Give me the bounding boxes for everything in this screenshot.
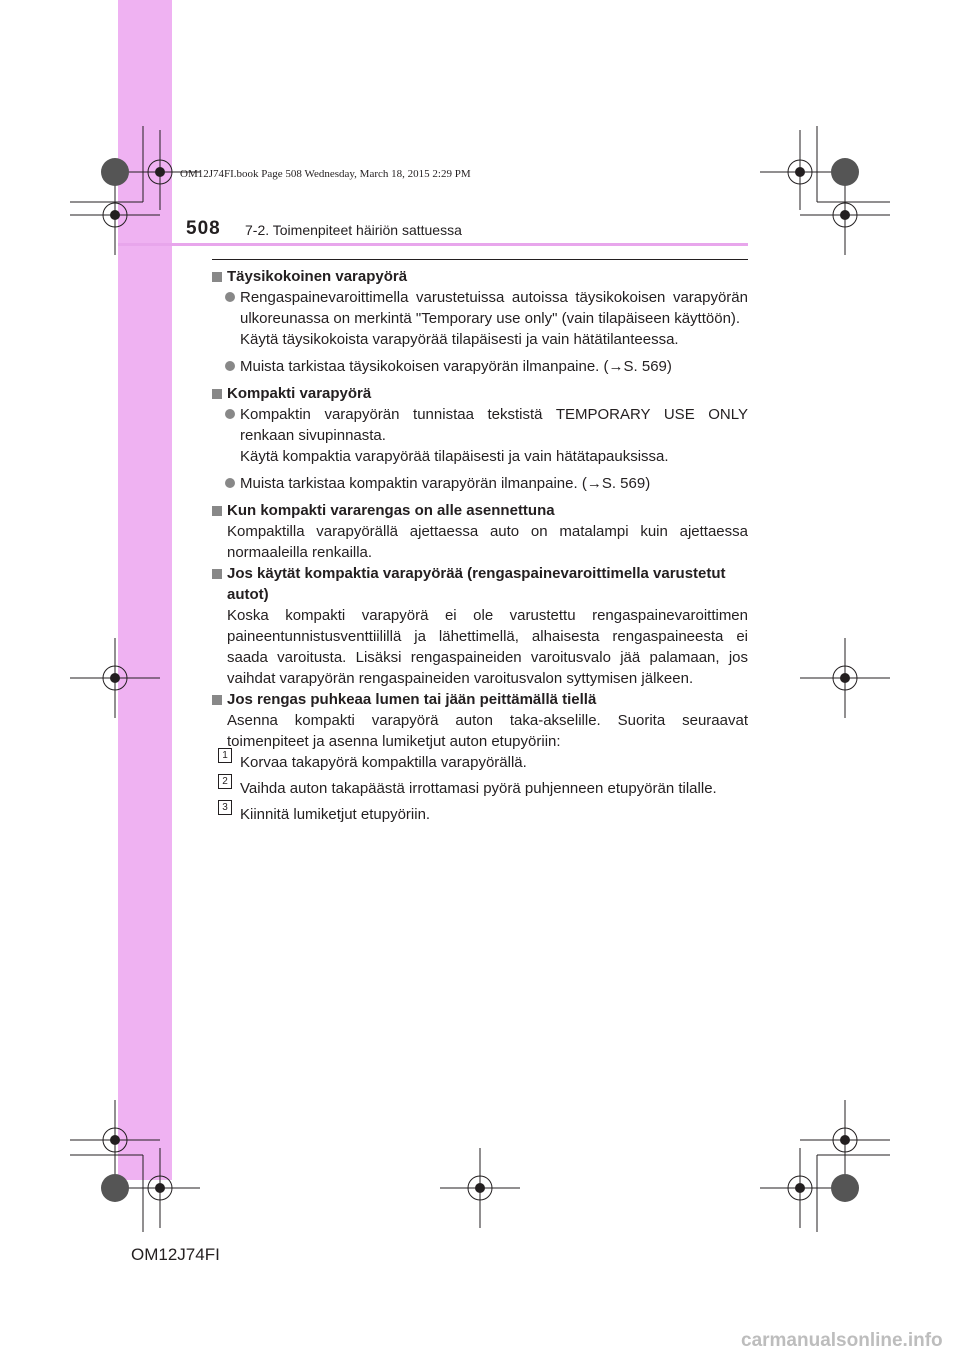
- bullet-item: Rengaspainevaroittimella varustetuissa autoissa täysikokoisen varapyörän ulkoreunassa on merkintä "Temporary use only" (vain tilapäiseen käyttöön). Käytä täysikokoista varapyörää tilapäisesti ja vain hätätilanteessa.: [212, 287, 748, 350]
- paragraph: Koska kompakti varapyörä ei ole varustettu rengaspainevaroittimen paineentunnistusventtiilillä ja lähettimellä, alhaisesta rengaspaineesta ei saada varoitusta. Lisäksi rengaspaineiden varoitusvalo jää palamaan, jos vaihdat varapyörän rengaspaineiden varoitusvalon syttymisen jälkeen.: [227, 607, 748, 687]
- content-body: [212, 266, 748, 830]
- step-item: 1 Korvaa takapyörä kompaktilla varapyörällä.: [212, 752, 748, 773]
- page-number: 508: [186, 218, 221, 239]
- heading-snow-flat: Jos rengas puhkeaa lumen tai jään peittämällä tiellä: [212, 689, 748, 710]
- paragraph: Asenna kompakti varapyörä auton taka-akselille. Suorita seuraavat toimenpiteet ja asenna lumiketjut auton etupyöriin:: [227, 712, 748, 750]
- footer-code: OM12J74FI: [131, 1245, 220, 1264]
- step-number: 2: [218, 774, 232, 789]
- heading-compact-spare: Kompakti varapyörä: [212, 383, 748, 404]
- arrow-icon: →: [608, 358, 624, 375]
- heading-full-size-spare: Täysikokoinen varapyörä: [212, 266, 748, 287]
- page-reference[interactable]: S. 569): [623, 358, 672, 375]
- bullet-item: Muista tarkistaa täysikokoisen varapyörän ilmanpaine. (→S. 569): [212, 356, 748, 377]
- step-number: 3: [218, 800, 232, 815]
- heading-compact-installed: Kun kompakti vararengas on alle asennettuna: [212, 500, 748, 521]
- heading-tpms-compact: Jos käytät kompaktia varapyörää (rengaspainevaroittimella varustetut autot): [212, 563, 748, 605]
- section-title: 7-2. Toimenpiteet häiriön sattuessa: [245, 222, 462, 238]
- paragraph: Kompaktilla varapyörällä ajettaessa auto on matalampi kuin ajettaessa normaaleilla renkailla.: [227, 523, 748, 561]
- watermark: carmanualsonline.info: [741, 1330, 943, 1351]
- step-item: 2 Vaihda auton takapäästä irrottamasi pyörä puhjenneen etupyörän tilalle.: [212, 778, 748, 799]
- bullet-item: Muista tarkistaa kompaktin varapyörän ilmanpaine. (→S. 569): [212, 473, 748, 494]
- page-reference[interactable]: S. 569): [601, 475, 651, 492]
- arrow-icon: →: [586, 475, 602, 492]
- step-item: 3 Kiinnitä lumiketjut etupyöriin.: [212, 804, 748, 825]
- bullet-item: Kompaktin varapyörän tunnistaa tekstistä TEMPORARY USE ONLY renkaan sivupinnasta. Käytä kompaktia varapyörää tilapäisesti ja vain hätätapauksissa.: [212, 404, 748, 467]
- book-info-line: OM12J74FI.book Page 508 Wednesday, March 18, 2015 2:29 PM: [180, 168, 471, 180]
- step-number: 1: [218, 748, 232, 763]
